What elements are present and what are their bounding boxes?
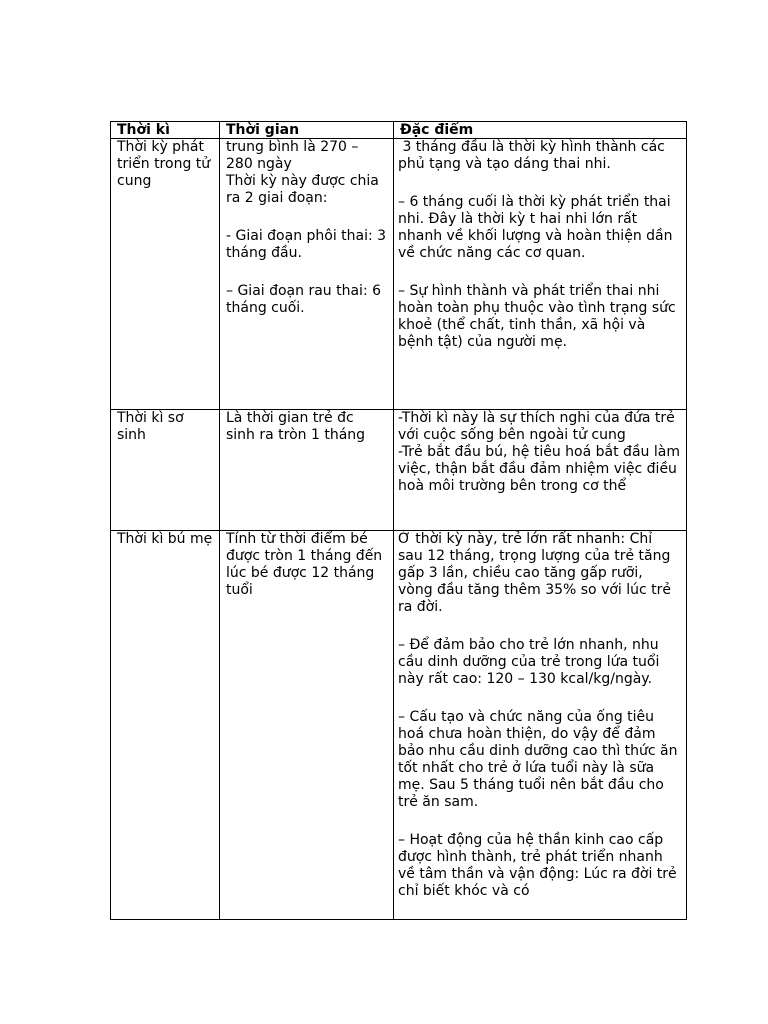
time-text: Là thời gian trẻ đc sinh ra tròn 1 tháng [226,410,366,443]
time-text: Thời kỳ này được chia ra 2 giai đoạn: [226,173,384,206]
cell-period [111,531,220,920]
paragraph-gap [398,616,680,637]
feature-text: – Cấu tạo và chức năng của ống tiêu hoá chưa hoàn thiện, do vậy để đảm bảo nhu cầu dinh dưỡng cao thì thức ăn tốt nhất cho trẻ ở lứa tuổi này là sữa mẹ. Sau 5 tháng tuổi nên bắt đầu cho trẻ ăn sam. [398,709,682,810]
cell-period [111,139,220,410]
time-text: Tính từ thời điểm bé được tròn 1 tháng đến lúc bé được 12 tháng tuổi [226,531,387,598]
header-time: Thời gian [220,122,394,139]
cell-time [220,531,394,920]
cell-features [394,139,687,410]
header-period: Thời kì [111,122,220,139]
time-text: – Giai đoạn rau thai: 6 tháng cuối. [226,283,386,316]
table-row [111,531,687,920]
time-text: - Giai đoạn phôi thai: 3 tháng đầu. [226,228,391,261]
cell-time [220,139,394,410]
feature-text: Ở thời kỳ này, trẻ lớn rất nhanh: Chỉ sau 12 tháng, trọng lượng của trẻ tăng gấp 3 lần, chiều cao tăng gấp rưỡi, vòng đầu tăng thêm 35% so với lúc trẻ ra đời. [398,531,676,615]
period-text: Thời kỳ phát triển trong tử cung [117,139,215,189]
paragraph-gap [398,811,680,832]
cell-time [220,410,394,531]
period-text: Thời kì bú mẹ [117,531,213,547]
time-text: trung bình là 270 – 280 ngày [226,139,363,172]
paragraph-gap [226,207,387,228]
feature-text: – Để đảm bảo cho trẻ lớn nhanh, nhu cầu dinh dưỡng của trẻ trong lứa tuổi này rất cao: 120 – 130 kcal/kg/ngày. [398,637,664,687]
paragraph-gap [398,173,680,194]
feature-text: -Trẻ bắt đầu bú, hệ tiêu hoá bắt đầu làm việc, thận bắt đầu đảm nhiệm việc điều hoà môi trường bên trong cơ thể [398,444,685,494]
period-text: Thời kì sơ sinh [117,410,189,443]
table-header-row [111,122,687,139]
table-row [111,139,687,410]
header-features: Đặc điểm [394,122,687,139]
paragraph-gap [398,262,680,283]
feature-text: – 6 tháng cuối là thời kỳ phát triển thai nhi. Đây là thời kỳ t hai nhi lớn rất nhanh về khối lượng và hoàn thiện dần về chức năng các cơ quan. [398,194,677,261]
table-row [111,410,687,531]
feature-text: – Hoạt động của hệ thần kinh cao cấp được hình thành, trẻ phát triển nhanh về tâm thần và vận động: Lúc ra đời trẻ chỉ biết khóc và có [398,832,682,899]
cell-features [394,531,687,920]
feature-text: -Thời kì này là sự thích nghi của đứa trẻ với cuộc sống bên ngoài tử cung [398,410,680,443]
paragraph-gap [226,262,387,283]
development-stages-table [110,121,687,920]
feature-text: 3 tháng đầu là thời kỳ hình thành các phủ tạng và tạo dáng thai nhi. [398,139,670,172]
cell-period [111,410,220,531]
cell-features [394,410,687,531]
feature-text: – Sự hình thành và phát triển thai nhi hoàn toàn phụ thuộc vào tình trạng sức khoẻ (thể chất, tinh thần, xã hội và bệnh tật) của người mẹ. [398,283,681,350]
paragraph-gap [398,688,680,709]
